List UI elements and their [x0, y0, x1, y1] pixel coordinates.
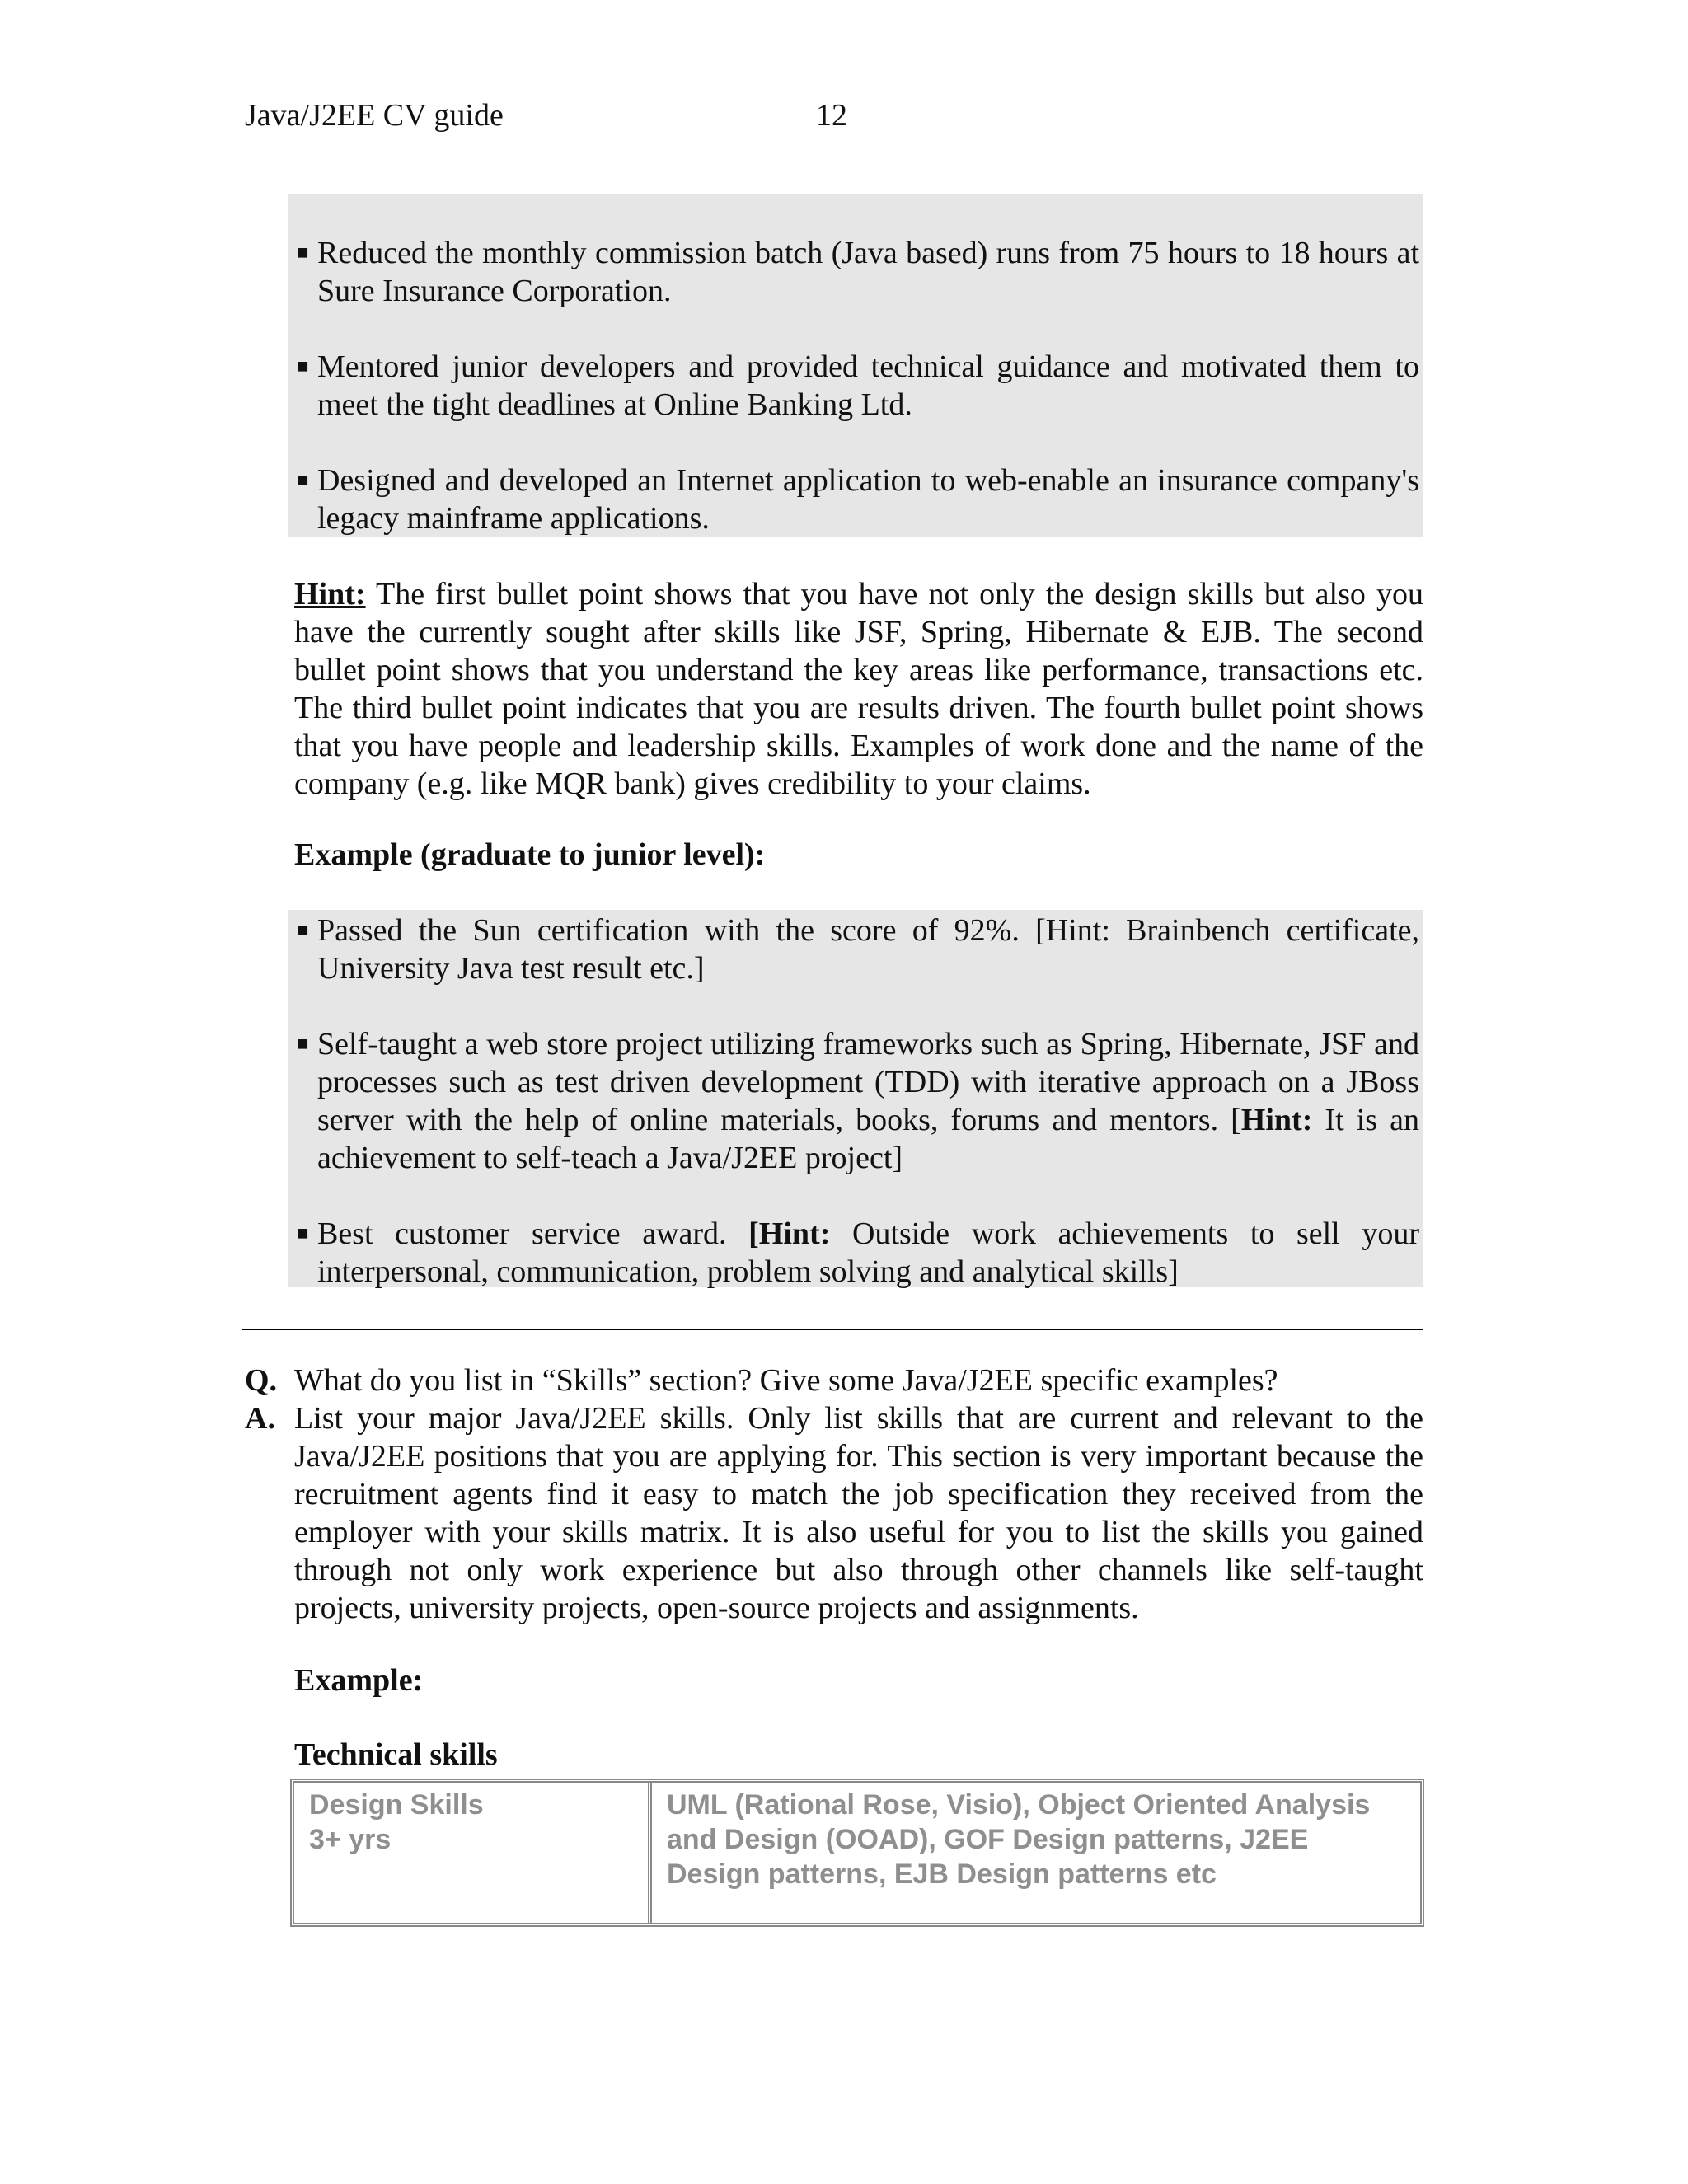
example-graduate-heading: Example (graduate to junior level): — [294, 837, 766, 872]
qa-block — [245, 1361, 1423, 1627]
inline-hint-label: Hint: — [1240, 1103, 1313, 1137]
bullet-square-icon: ■ — [297, 242, 309, 264]
section-divider — [242, 1329, 1423, 1330]
example-label: Example: — [294, 1663, 424, 1698]
hint-paragraph — [294, 575, 1423, 803]
bullet-square-icon: ■ — [297, 470, 309, 491]
inline-hint-label: [Hint: — [748, 1216, 831, 1251]
list-item: ■ Designed and developed an Internet application to web-enable an insurance company's legacy mainframe applications. — [297, 463, 1419, 536]
bullet-square-icon: ■ — [297, 1033, 309, 1055]
list-item — [297, 1215, 1419, 1291]
item-text-tail: Outside work achievements to sell your interpersonal, communication, problem solving and analytical skills] — [317, 1216, 1419, 1289]
page-number: 12 — [816, 98, 847, 133]
hint-text: The first bullet point shows that you have not only the design skills but also you have the currently sought after skills like JSF, Spring, Hibernate & EJB. The second bullet point shows that you understand the key areas like performance, transactions etc. The third bullet point indicates that you are results driven. The fourth bullet point shows that you have people and leadership skills. Examples of work done and the name of the company (e.g. like MQR bank) gives credibility to your claims. — [294, 577, 1423, 801]
skills-table — [290, 1779, 1424, 1927]
question-mark-label: Q. — [245, 1363, 278, 1398]
graduate-list — [297, 912, 1419, 1291]
running-header: Java/J2EE CV guide — [245, 98, 504, 133]
bullet-square-icon: ■ — [297, 920, 309, 941]
list-item — [297, 1025, 1419, 1177]
list-item: ■ Mentored junior developers and provided technical guidance and motivated them to meet the tight deadlines at Online Banking Ltd. — [297, 349, 1419, 422]
item-text-tail: It is an achievement to self-teach a Java/J2EE project] — [317, 1103, 1419, 1175]
bullet-square-icon: ■ — [297, 1223, 309, 1244]
skill-details: UML (Rational Rose, Visio), Object Oriented Analysis and Design (OOAD), GOF Design patterns, J2EE Design patterns, EJB Design patterns etc — [667, 1789, 1371, 1890]
skills-table-label-cell — [294, 1783, 652, 1923]
answer-mark-label: A. — [245, 1401, 275, 1436]
bullet-square-icon: ■ — [297, 356, 309, 377]
answer-text: List your major Java/J2EE skills. Only list skills that are current and relevant to the Java/J2EE positions that you are applying for. This section is very important because the recruitment agents find it easy to match the job specification they received from the employer with your skills matrix. It is also useful for you to list the skills you gained through not only work experience but also through other channels like self-taught projects, university projects, open-source projects and assignments. — [294, 1401, 1423, 1625]
achievements-list — [297, 234, 1419, 537]
skills-table-detail-cell — [652, 1783, 1420, 1923]
item-text: Self-taught a web store project utilizing frameworks such as Spring, Hibernate, JSF and processes such as test driven development (TDD) with iterative approach on a JBoss server with the help of online materials, books, forums and mentors. [ — [317, 1027, 1419, 1137]
list-item: ■ Reduced the monthly commission batch (Java based) runs from 75 hours to 18 hours at Sure Insurance Corporation. — [297, 236, 1419, 308]
list-item: ■ Passed the Sun certification with the score of 92%. [Hint: Brainbench certificate, University Java test result etc.] — [297, 913, 1419, 986]
technical-skills-heading: Technical skills — [294, 1737, 498, 1772]
skill-years: 3+ yrs — [309, 1824, 392, 1855]
question-row — [245, 1361, 1423, 1399]
skill-category: Design Skills — [309, 1789, 484, 1821]
question-text: What do you list in “Skills” section? Give some Java/J2EE specific examples? — [294, 1363, 1278, 1398]
item-text: Best customer service award. — [317, 1216, 749, 1251]
answer-row — [245, 1399, 1423, 1627]
hint-label: Hint: — [294, 577, 366, 612]
